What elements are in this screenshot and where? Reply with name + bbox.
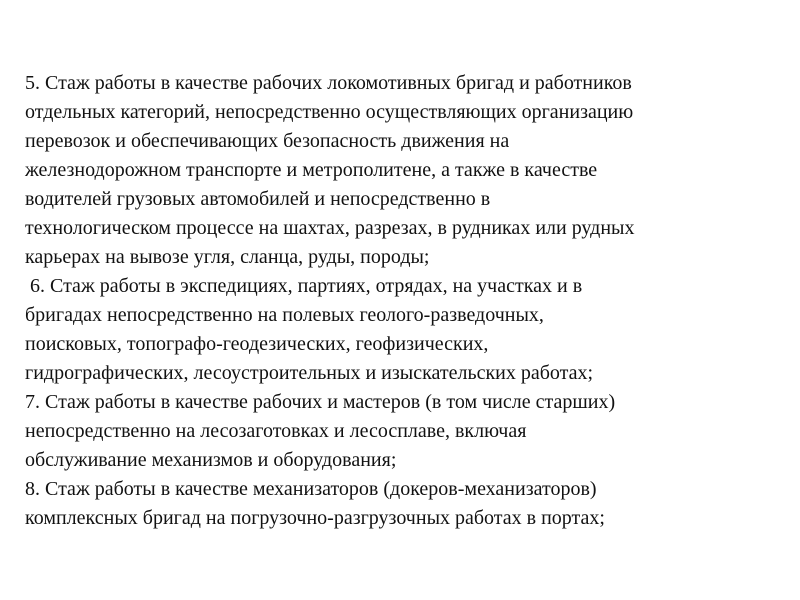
text-line: 5. Стаж работы в качестве рабочих локомотивных бригад и работников bbox=[25, 72, 632, 94]
text-line: непосредственно на лесозаготовках и лесосплаве, включая bbox=[25, 420, 527, 442]
text-line: 6. Стаж работы в экспедициях, партиях, отрядах, на участках и в bbox=[25, 275, 583, 297]
text-line: перевозок и обеспечивающих безопасность движения на bbox=[25, 130, 510, 152]
text-line: комплексных бригад на погрузочно-разгрузочных работах в портах; bbox=[25, 507, 605, 529]
text-line: бригадах непосредственно на полевых геолого-разведочных, bbox=[25, 304, 544, 326]
text-line: отдельных категорий, непосредственно осуществляющих организацию bbox=[25, 101, 634, 123]
text-line: гидрографических, лесоустроительных и изыскательских работах; bbox=[25, 362, 594, 384]
text-line: поисковых, топографо-геодезических, геофизических, bbox=[25, 333, 489, 355]
text-line: водителей грузовых автомобилей и непосредственно в bbox=[25, 188, 491, 210]
text-line: железнодорожном транспорте и метрополитене, а также в качестве bbox=[25, 159, 598, 181]
text-line: карьерах на вывозе угля, сланца, руды, породы; bbox=[25, 246, 430, 268]
text-line: технологическом процессе на шахтах, разрезах, в рудниках или рудных bbox=[25, 217, 635, 239]
text-line: 7. Стаж работы в качестве рабочих и мастеров (в том числе старших) bbox=[25, 391, 616, 413]
text-line: обслуживание механизмов и оборудования; bbox=[25, 449, 397, 471]
body-text bbox=[25, 69, 795, 533]
text-line: 8. Стаж работы в качестве механизаторов (докеров-механизаторов) bbox=[25, 478, 597, 500]
